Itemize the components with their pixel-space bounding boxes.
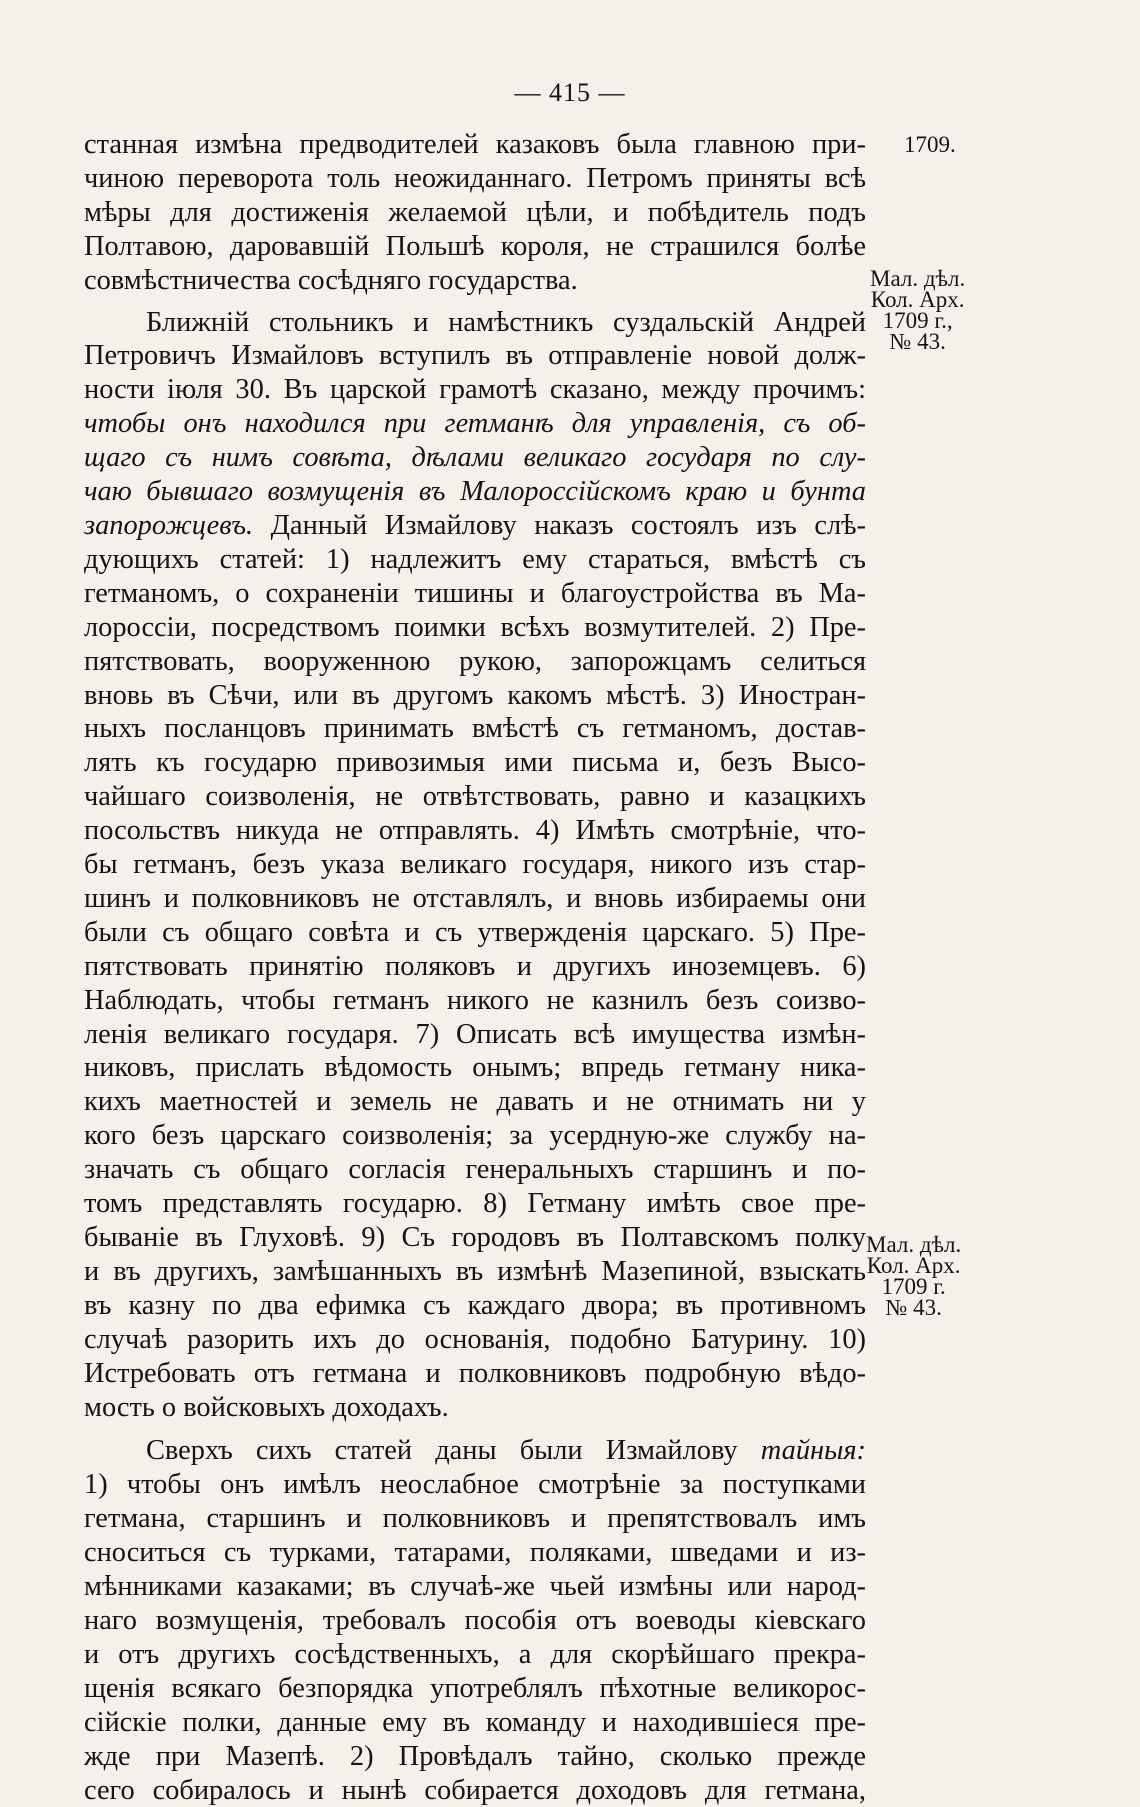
- text-line-italic: [84, 475, 866, 509]
- text-span: Сверхъ сихъ статей даны были Измайлову: [146, 1435, 761, 1466]
- text-line: [84, 1434, 866, 1468]
- text-line: бываніе въ Глуховѣ. 9) Съ городовъ въ Полтавскомъ полку: [84, 1221, 866, 1255]
- body-text: [84, 128, 866, 1807]
- text-line: сноситься съ турками, татарами, поляками, шведами и из-: [84, 1536, 866, 1570]
- margin-note-line: Мал. дѣл.: [870, 268, 965, 289]
- margin-note-line: 1709 г.,: [870, 310, 965, 331]
- quote-text: запорожцевъ.: [84, 510, 253, 541]
- text-line: чиною переворота толь неожиданнаго. Петромъ приняты всѣ: [84, 162, 866, 196]
- page-number: — 415 —: [0, 78, 1140, 108]
- text-line: лороссіи, посредствомъ поимки всѣхъ возмутителей. 2) Пре-: [84, 611, 866, 645]
- paragraph-2: [84, 306, 866, 1425]
- margin-note-line: Кол. Арх.: [866, 1255, 961, 1276]
- text-line: гетманомъ, о сохраненіи тишины и благоустройства въ Ма-: [84, 577, 866, 611]
- text-line: ности іюля 30. Въ царской грамотѣ сказано, между прочимъ:: [84, 373, 866, 407]
- text-line: Наблюдать, чтобы гетманъ никого не казнилъ безъ соизво-: [84, 984, 866, 1018]
- text-line: щенія всякаго безпорядка употреблялъ пѣхотные великорос-: [84, 1672, 866, 1706]
- text-line-italic: [84, 441, 866, 475]
- text-line: чайшаго соизволенія, не отвѣтствовать, равно и казацкихъ: [84, 780, 866, 814]
- text-line: лять къ государю привозимыя ими письма и, безъ Высо-: [84, 746, 866, 780]
- quote-text: щаго съ нимъ совѣта, дѣлами великаго государя по слу-: [84, 442, 866, 473]
- margin-note-line: 1709 г.: [866, 1276, 961, 1297]
- text-line: посольствъ никуда не отправлять. 4) Имѣть смотрѣніе, что-: [84, 814, 866, 848]
- text-line: вновь въ Сѣчи, или въ другомъ какомъ мѣстѣ. 3) Иностран-: [84, 679, 866, 713]
- quote-text: чаю бывшаго возмущенія въ Малороссійскомъ краю и бунта: [84, 476, 866, 507]
- text-line: Петровичъ Измайловъ вступилъ въ отправленіе новой долж-: [84, 339, 866, 373]
- text-line: мость о войсковыхъ доходахъ.: [84, 1391, 866, 1425]
- paragraph-3: [84, 1434, 866, 1807]
- margin-note-line: Кол. Арх.: [870, 289, 965, 310]
- text-line: ныхъ посланцовъ принимать вмѣстѣ съ гетманомъ, достав-: [84, 712, 866, 746]
- text-line: бы гетманъ, безъ указа великаго государя, никого изъ стар-: [84, 848, 866, 882]
- margin-note-line: Мал. дѣл.: [866, 1234, 961, 1255]
- text-line: пятствовать, вооруженною рукою, запорожцамъ селиться: [84, 645, 866, 679]
- quote-text: чтобы онъ находился при гетманѣ для управленія, съ об-: [84, 408, 866, 439]
- text-line: томъ представлять государю. 8) Гетману имѣть свое пре-: [84, 1187, 866, 1221]
- text-line: станная измѣна предводителей казаковъ была главною при-: [84, 128, 866, 162]
- text-line: 1) чтобы онъ имѣлъ неослабное смотрѣніе за поступками: [84, 1468, 866, 1502]
- emphasis-text: тайныя:: [761, 1435, 866, 1466]
- text-line: и отъ другихъ сосѣдственныхъ, а для скорѣйшаго прекра-: [84, 1638, 866, 1672]
- text-line: ленія великаго государя. 7) Описать всѣ имущества измѣн-: [84, 1018, 866, 1052]
- text-line: пятствовать принятію поляковъ и другихъ иноземцевъ. 6): [84, 950, 866, 984]
- text-line: мѣры для достиженія желаемой цѣли, и побѣдитель подъ: [84, 196, 866, 230]
- text-line: жде при Мазепѣ. 2) Провѣдалъ тайно, сколько прежде: [84, 1740, 866, 1774]
- text-line: въ казну по два ефимка съ каждаго двора; въ противномъ: [84, 1289, 866, 1323]
- text-line: были съ общаго совѣта и съ утвержденія царскаго. 5) Пре-: [84, 916, 866, 950]
- text-line: совмѣстничества сосѣдняго государства.: [84, 264, 866, 298]
- text-span: Данный Измайлову наказъ состоялъ изъ слѣ-: [253, 510, 866, 541]
- text-line: кого безъ царскаго соизволенія; за усердную-же службу на-: [84, 1119, 866, 1153]
- text-line: значать съ общаго согласія генеральныхъ старшинъ и по-: [84, 1153, 866, 1187]
- text-line: сего собиралось и нынѣ собирается доходовъ для гетмана,: [84, 1774, 866, 1807]
- paragraph-1: [84, 128, 866, 298]
- margin-note-line: № 43.: [870, 331, 965, 352]
- text-line: дующихъ статей: 1) надлежитъ ему стараться, вмѣстѣ съ: [84, 543, 866, 577]
- text-line: гетмана, старшинъ и полковниковъ и препятствовалъ имъ: [84, 1502, 866, 1536]
- margin-note-year: 1709.: [904, 134, 956, 155]
- text-line: мѣнниками казаками; въ случаѣ-же чьей измѣны или народ-: [84, 1570, 866, 1604]
- margin-note-archive-ref: [870, 268, 965, 352]
- text-line: и въ другихъ, замѣшанныхъ въ измѣнѣ Мазепиной, взыскать: [84, 1255, 866, 1289]
- text-line: кихъ маетностей и земель не давать и не отнимать ни у: [84, 1085, 866, 1119]
- text-line-italic: [84, 407, 866, 441]
- text-line: Ближній стольникъ и намѣстникъ суздальскій Андрей: [84, 306, 866, 340]
- text-line: шинъ и полковниковъ не отставлялъ, и вновь избираемы они: [84, 882, 866, 916]
- paragraph-2-rest: [84, 543, 866, 1425]
- paragraph-3-rest: [84, 1502, 866, 1807]
- text-line: никовъ, прислать вѣдомость онымъ; впредь гетману ника-: [84, 1051, 866, 1085]
- margin-note-line: № 43.: [866, 1297, 961, 1318]
- text-line: [84, 509, 866, 543]
- text-line: наго возмущенія, требовалъ пособія отъ воеводы кіевскаго: [84, 1604, 866, 1638]
- margin-note-archive-ref-2: [866, 1234, 961, 1318]
- text-line: случаѣ разорить ихъ до основанія, подобно Батурину. 10): [84, 1323, 866, 1357]
- text-line: сійскіе полки, данные ему въ команду и находившіеся пре-: [84, 1706, 866, 1740]
- text-line: Полтавою, даровавшій Польшѣ короля, не страшился болѣе: [84, 230, 866, 264]
- text-line: Истребовать отъ гетмана и полковниковъ подробную вѣдо-: [84, 1357, 866, 1391]
